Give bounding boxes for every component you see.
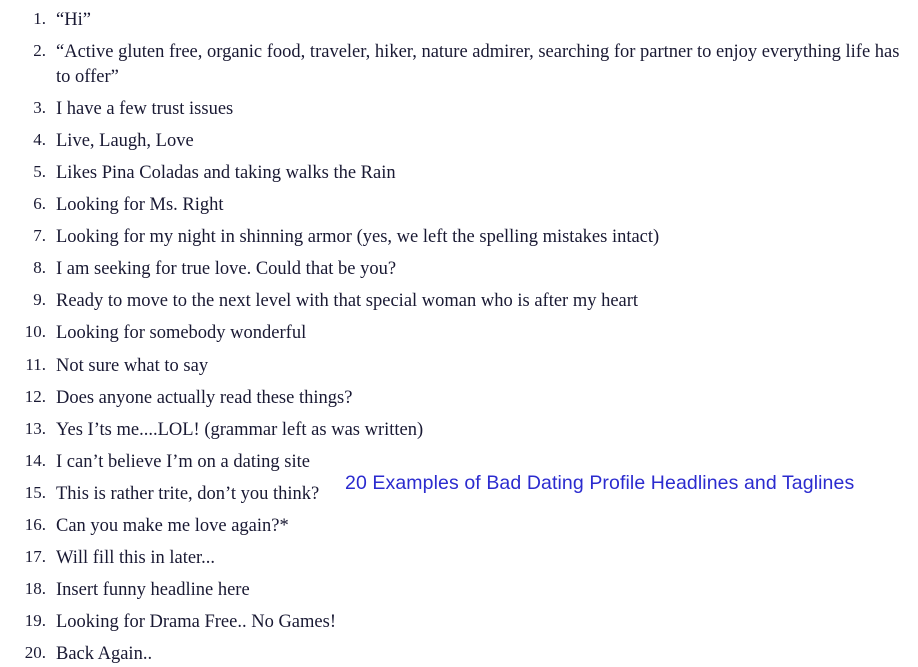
list-item-text: Looking for Drama Free.. No Games!	[56, 612, 336, 633]
list-item	[10, 97, 908, 122]
list-item	[10, 321, 908, 346]
list-item	[10, 610, 908, 635]
list-item	[10, 386, 908, 411]
list-item-text: Back Again..	[56, 644, 153, 665]
list-item	[10, 257, 908, 282]
list-item	[10, 8, 908, 33]
list-item-text: Can you make me love again?*	[56, 516, 289, 536]
list-item-text: Not sure what to say	[56, 355, 209, 376]
list-item-text: This is rather trite, don’t you think?	[56, 483, 320, 504]
list-item	[10, 450, 908, 475]
list-item-text: Insert funny headline here	[56, 580, 250, 601]
headline-list	[10, 8, 908, 667]
list-item	[10, 514, 908, 539]
list-item	[10, 129, 908, 154]
list-item-text: “Active gluten free, organic food, traveler, hiker, nature admirer, searching for partner to enjoy everything life has to offer”	[56, 42, 900, 87]
list-item	[10, 578, 908, 603]
list-item-text: Looking for somebody wonderful	[56, 323, 307, 344]
list-item	[10, 225, 908, 250]
list-item	[10, 546, 908, 571]
list-item	[10, 642, 908, 667]
list-item	[10, 40, 908, 89]
list-item	[10, 289, 908, 314]
list-item	[10, 418, 908, 443]
caption-text: 20 Examples of Bad Dating Profile Headlines and Taglines	[345, 472, 855, 494]
list-item-text: Yes I’ts me....LOL! (grammar left as was written)	[56, 419, 424, 440]
list-item-text: Live, Laugh, Love	[56, 130, 194, 151]
list-item-text: Likes Pina Coladas and taking walks the Rain	[56, 162, 396, 183]
list-item-text: I can’t believe I’m on a dating site	[56, 451, 310, 472]
list-item-text: “Hi”	[56, 10, 91, 30]
list-item-text: Looking for Ms. Right	[56, 195, 224, 216]
list-item-text: Will fill this in later...	[56, 548, 216, 569]
list-item-text: I am seeking for true love. Could that be you?	[56, 259, 397, 280]
list-item	[10, 354, 908, 379]
list-item-text: I have a few trust issues	[56, 98, 234, 119]
list-item-text: Ready to move to the next level with that special woman who is after my heart	[56, 291, 639, 312]
list-item	[10, 161, 908, 186]
list-item-text: Does anyone actually read these things?	[56, 387, 353, 408]
list-item	[10, 193, 908, 218]
list-item-text: Looking for my night in shinning armor (yes, we left the spelling mistakes intact)	[56, 227, 660, 248]
